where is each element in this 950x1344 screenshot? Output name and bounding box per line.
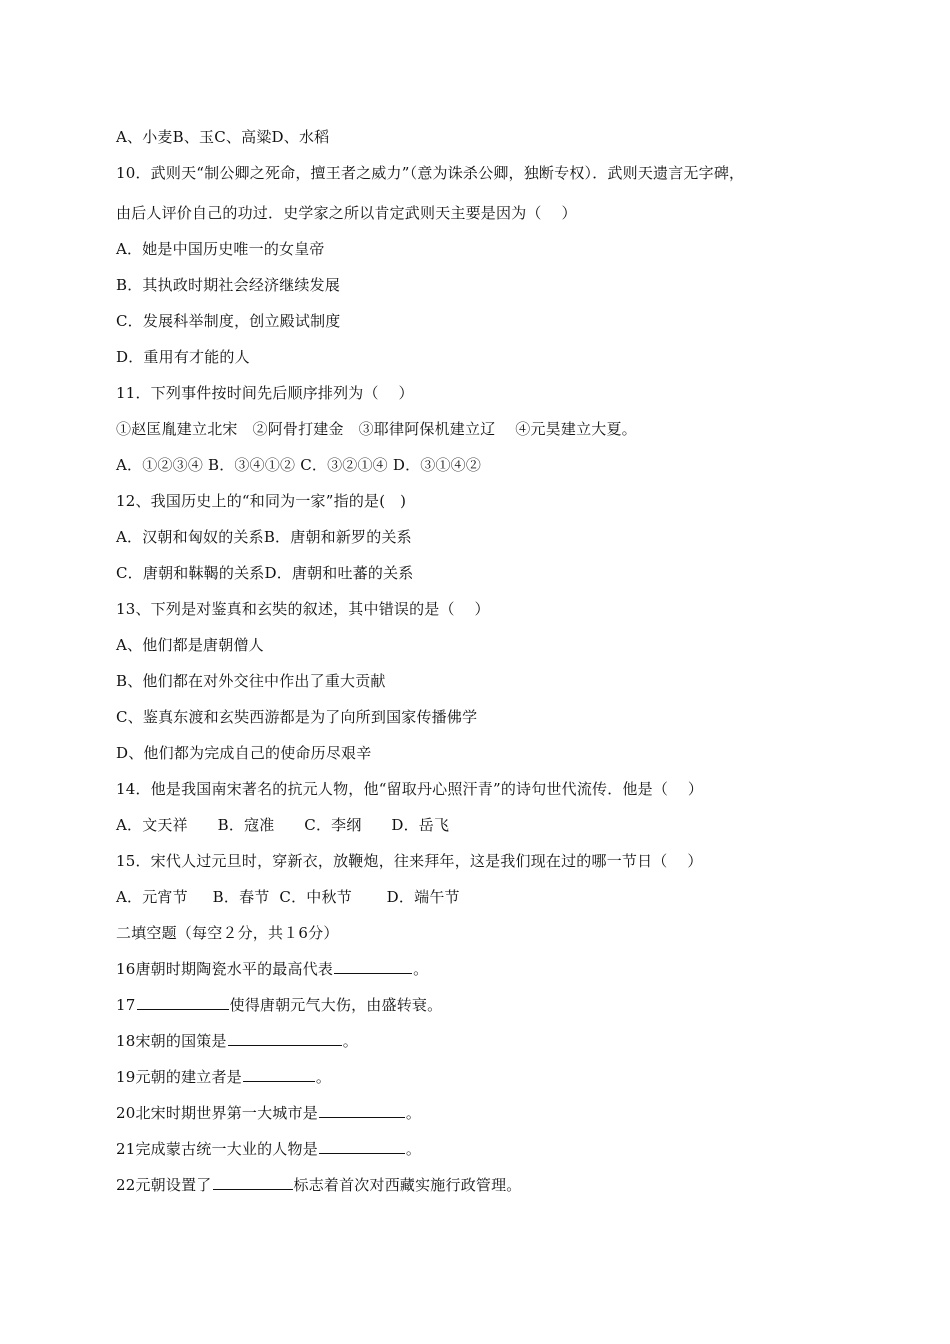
q10-option-b: B．其执政时期社会经济继续发展 <box>116 276 341 294</box>
answer-blank[interactable] <box>228 1031 342 1046</box>
q11-events: ①赵匡胤建立北宋 ②阿骨打建金 ③耶律阿保机建立辽 ④元昊建立大夏。 <box>116 420 637 438</box>
answer-blank[interactable] <box>243 1067 315 1082</box>
fill-text: 。 <box>342 1032 358 1050</box>
q12-options-ab: A．汉朝和匈奴的关系B．唐朝和新罗的关系 <box>116 528 412 546</box>
fill-text: 。 <box>405 1104 422 1122</box>
fill-text: 22元朝设置了 <box>116 1176 212 1194</box>
fill-item-19 <box>116 1067 331 1087</box>
q13-option-a: A、他们都是唐朝僧人 <box>116 636 264 654</box>
q13-option-b: B、他们都在对外交往中作出了重大贡献 <box>116 672 386 690</box>
q10-stem-cont: 由后人评价自己的功过．史学家之所以肯定武则天主要是因为（ ） <box>116 204 577 222</box>
fill-text: 标志着首次对西藏实施行政管理。 <box>293 1176 522 1194</box>
fill-item-22 <box>116 1175 522 1195</box>
fill-text: 。 <box>405 1140 422 1158</box>
fill-item-21 <box>116 1139 421 1159</box>
fill-text: 18宋朝的国策是 <box>116 1032 227 1050</box>
q14-stem: 14．他是我国南宋著名的抗元人物，他“留取丹心照汗青”的诗句世代流传．他是（ ） <box>116 780 704 798</box>
q13-option-c: C、鉴真东渡和玄奘西游都是为了向所到国家传播佛学 <box>116 708 478 726</box>
section-fill-in-heading: 二填空题（每空２分，共１6分） <box>116 924 339 942</box>
fill-item-16 <box>116 959 428 979</box>
q11-stem: 11．下列事件按时间先后顺序排列为（ ） <box>116 384 414 402</box>
fill-text: 。 <box>315 1068 332 1086</box>
q12-stem: 12、我国历史上的“和同为一家”指的是( ) <box>116 492 407 510</box>
q15-options: A．元宵节 B．春节 C．中秋节 D．端午节 <box>116 888 460 906</box>
q15-stem: 15．宋代人过元旦时，穿新衣，放鞭炮，往来拜年，这是我们现在过的哪一节日（ ） <box>116 852 703 870</box>
answer-blank[interactable] <box>137 995 229 1010</box>
q14-options: A．文天祥 B．寇准 C．李纲 D．岳飞 <box>116 816 450 834</box>
q10-option-c: C．发展科举制度，创立殿试制度 <box>116 312 341 330</box>
fill-text: 17 <box>116 996 136 1014</box>
q9-options: A、小麦B、玉C、高粱D、水稻 <box>116 128 330 146</box>
fill-item-18 <box>116 1031 358 1051</box>
fill-text: 20北宋时期世界第一大城市是 <box>116 1104 318 1122</box>
q10-option-a: A．她是中国历史唯一的女皇帝 <box>116 240 325 258</box>
q13-option-d: D、他们都为完成自己的使命历尽艰辛 <box>116 744 372 762</box>
answer-blank[interactable] <box>319 1103 405 1118</box>
fill-text: 16唐朝时期陶瓷水平的最高代表 <box>116 960 334 978</box>
fill-text: 。 <box>413 960 429 978</box>
q13-stem: 13、下列是对鉴真和玄奘的叙述，其中错误的是（ ） <box>116 600 490 618</box>
answer-blank[interactable] <box>334 959 412 974</box>
answer-blank[interactable] <box>319 1139 405 1154</box>
q10-option-d: D．重用有才能的人 <box>116 348 250 366</box>
fill-item-17 <box>116 995 442 1015</box>
answer-blank[interactable] <box>213 1175 293 1190</box>
q11-options: A．①②③④ B．③④①② C．③②①④ D．③①④② <box>116 456 482 474</box>
fill-text: 19元朝的建立者是 <box>116 1068 242 1086</box>
q12-options-cd: C．唐朝和靺鞨的关系D．唐朝和吐蕃的关系 <box>116 564 414 582</box>
fill-text: 使得唐朝元气大伤，由盛转衰。 <box>229 996 443 1014</box>
q10-stem: 10．武则天“制公卿之死命，擅王者之威力”（意为诛杀公卿，独断专权）．武则天遗言无字碑， <box>116 164 745 182</box>
fill-text: 21完成蒙古统一大业的人物是 <box>116 1140 318 1158</box>
fill-item-20 <box>116 1103 421 1123</box>
